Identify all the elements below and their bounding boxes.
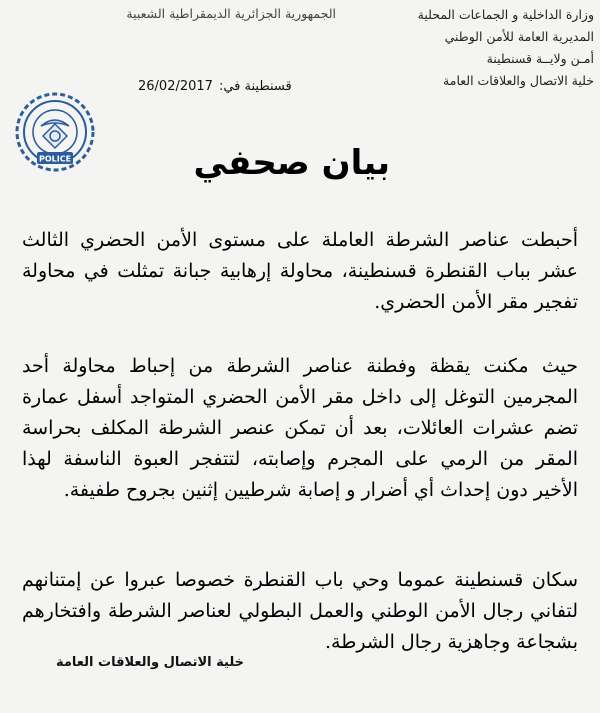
seal-text: POLICE bbox=[38, 154, 72, 164]
date-value: 26/02/2017 bbox=[138, 79, 213, 94]
date-label: قسنطينة في: bbox=[218, 79, 292, 94]
republic-heading: الجمهورية الجزائرية الديمقراطية الشعبية bbox=[126, 6, 336, 21]
paragraph-1: أحبطت عناصر الشرطة العاملة على مستوى الأمن الحضري الثالث عشر بباب القنطرة قسنطينة، محاولة إرهابية جبانة تمثلت في محاولة تفجير مقر الأمن الحضري. bbox=[22, 229, 578, 313]
page-title: بيان صحفي bbox=[193, 143, 390, 183]
communication-cell-line: خلية الاتصال والعلاقات العامة bbox=[443, 73, 594, 88]
ministry-line: وزارة الداخلية و الجماعات المحلية bbox=[417, 7, 594, 22]
issuing-authority-block bbox=[344, 4, 594, 92]
wilaya-security-line: أمـن ولايــة قسنطينة bbox=[486, 51, 594, 66]
paragraph-3: سكان قسنطينة عموما وحي باب القنطرة خصوصا عبروا عن إمتنانهم لتفاني رجال الأمن الوطني والعمل البطولي لعناصر الشرطة وافتخارهم بشجاعة وجاهزية رجال الشرطة. bbox=[22, 569, 578, 653]
directorate-line: المديرية العامة للأمن الوطني bbox=[444, 29, 594, 44]
police-seal-icon bbox=[13, 90, 97, 174]
paragraph-2: حيث مكنت يقظة وفطنة عناصر الشرطة من إحباط محاولة أحد المجرمين التوغل إلى داخل مقر الأمن الحضري المتواجد أسفل عمارة تضم عشرات العائلات، بعد أن تمكن عنصر الشرطة المكلف بحراسة المقر من الرمي على المجرم وإصابته، لتتفجر العبوة الناسفة لهذا الأخير دون إحداث أي أضرار و إصابة شرطيين إثنين بجروح طفيفة. bbox=[22, 355, 578, 501]
date-line bbox=[138, 79, 368, 94]
signature: خلية الاتصال والعلاقات العامة bbox=[55, 655, 244, 670]
